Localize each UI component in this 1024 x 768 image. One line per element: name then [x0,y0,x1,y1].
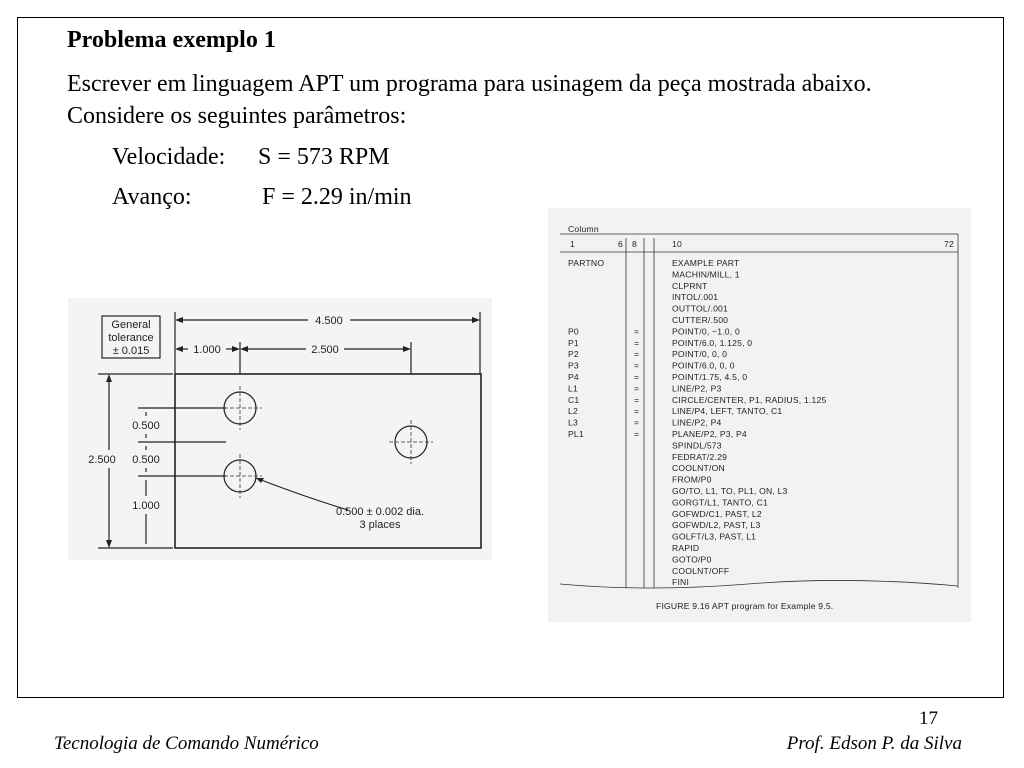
dim-mid-span: 2.500 [311,344,339,356]
listing-row-statement: GOTO/P0 [672,554,712,565]
part-drawing-svg [68,298,492,560]
apt-listing-svg [548,208,971,622]
listing-row-statement: GO/TO, L1, TO, PL1, ON, L3 [672,486,788,496]
listing-row-label: P0 [568,326,579,337]
listing-row-statement: FROM/P0 [672,474,712,485]
listing-row-statement: PLANE/P2, P3, P4 [672,429,747,439]
listing-row-statement: FEDRAT/2.29 [672,451,728,462]
listing-col-1: 1 [570,239,575,249]
listing-row-statement: SPINDL/573 [672,440,722,451]
listing-row-statement: COOLNT/OFF [672,565,730,576]
listing-row-statement: CIRCLE/CENTER, P1, RADIUS, 1.125 [672,394,827,405]
part-drawing [68,298,492,560]
listing-row-statement: GORGT/L1, TANTO, C1 [672,497,768,508]
param-feed-value: F = 2.29 in/min [262,184,412,210]
listing-row-statement: CLPRNT [672,280,708,291]
listing-row-statement: LINE/P2, P4 [672,417,722,428]
listing-row-label: P4 [568,372,579,382]
dim-bottom-offset: 1.000 [132,500,160,512]
listing-row-statement: LINE/P4, LEFT, TANTO, C1 [672,406,783,417]
listing-row-statement: POINT/1.75, 4.5, 0 [672,372,748,382]
listing-row-eq: = [634,394,640,405]
footer-left: Tecnologia de Comando Numérico [54,733,319,754]
listing-caption: FIGURE 9.16 APT program for Example 9.5. [656,601,834,611]
listing-row-statement: MACHIN/MILL, 1 [672,269,740,280]
tolerance-line-2: tolerance [108,332,154,344]
listing-col-8: 8 [632,239,637,249]
listing-row-label: PL1 [568,429,584,439]
footer-right: Prof. Edson P. da Silva [786,733,962,754]
listing-row-statement: RAPID [672,543,700,553]
listing-row-eq: = [634,349,640,360]
dim-total-width: 4.500 [315,315,343,327]
listing-row-statement: EXAMPLE PART [672,258,740,268]
page-number: 17 [919,708,938,729]
dim-height: 2.500 [88,454,116,466]
listing-row-statement: POINT/0, 0, 0 [672,349,728,360]
tolerance-line-1: General [111,319,151,331]
listing-row-label: PARTNO [568,258,605,268]
listing-row-eq: = [634,326,640,337]
hole-note-line-2: 3 places [359,519,401,531]
listing-row-eq: = [634,429,640,439]
listing-row-eq: = [634,406,640,417]
listing-row-statement: INTOL/.001 [672,292,719,303]
listing-row-eq: = [634,372,640,382]
param-speed-label: Velocidade: [112,144,226,170]
apt-listing [548,208,971,622]
listing-row-label: C1 [568,394,580,405]
slide-paragraph: Escrever em linguagem APT um programa para usinagem da peça mostrada abaixo. Considere os seguintes parâmetros: [67,71,872,129]
listing-row-eq: = [634,383,640,394]
listing-row-statement: OUTTOL/.001 [672,303,729,314]
listing-row-statement: GOFWD/C1, PAST, L2 [672,508,762,519]
listing-col-10: 10 [672,239,682,249]
listing-row-label: L3 [568,417,578,428]
listing-row-statement: LINE/P2, P3 [672,383,722,394]
param-feed-label: Avanço: [112,184,192,210]
slide-title: Problema exemplo 1 [67,27,276,53]
listing-row-label: L1 [568,383,578,394]
listing-row-statement: FINI [672,577,690,588]
dim-upper-spacing: 0.500 [132,420,160,432]
hole-note-line-1: 0.500 ± 0.002 dia. [336,506,424,518]
listing-row-statement: POINT/0, −1.0, 0 [672,326,740,337]
param-speed [112,144,390,171]
listing-row-eq: = [634,337,640,348]
param-feed [112,184,412,211]
listing-row-label: L2 [568,406,578,417]
listing-row-statement: GOLFT/L3, PAST, L1 [672,531,757,542]
listing-row-label: P1 [568,337,579,348]
dim-left-offset: 1.000 [193,344,221,356]
listing-row-statement: POINT/6.0, 1.125, 0 [672,337,753,348]
listing-col-72: 72 [944,239,954,249]
listing-row-label: P2 [568,349,579,360]
listing-row-statement: COOLNT/ON [672,463,725,474]
listing-row-statement: POINT/6.0, 0, 0 [672,360,735,371]
tolerance-line-3: ± 0.015 [112,345,150,357]
listing-row-label: P3 [568,360,579,371]
listing-column-header: Column [568,224,599,234]
listing-row-statement: GOFWD/L2, PAST, L3 [672,520,761,531]
listing-col-6: 6 [618,239,623,249]
param-speed-value: S = 573 RPM [258,144,390,170]
listing-row-statement: CUTTER/.500 [672,315,729,325]
dim-lower-spacing: 0.500 [132,454,160,466]
listing-row-eq: = [634,417,640,428]
listing-row-eq: = [634,360,640,371]
